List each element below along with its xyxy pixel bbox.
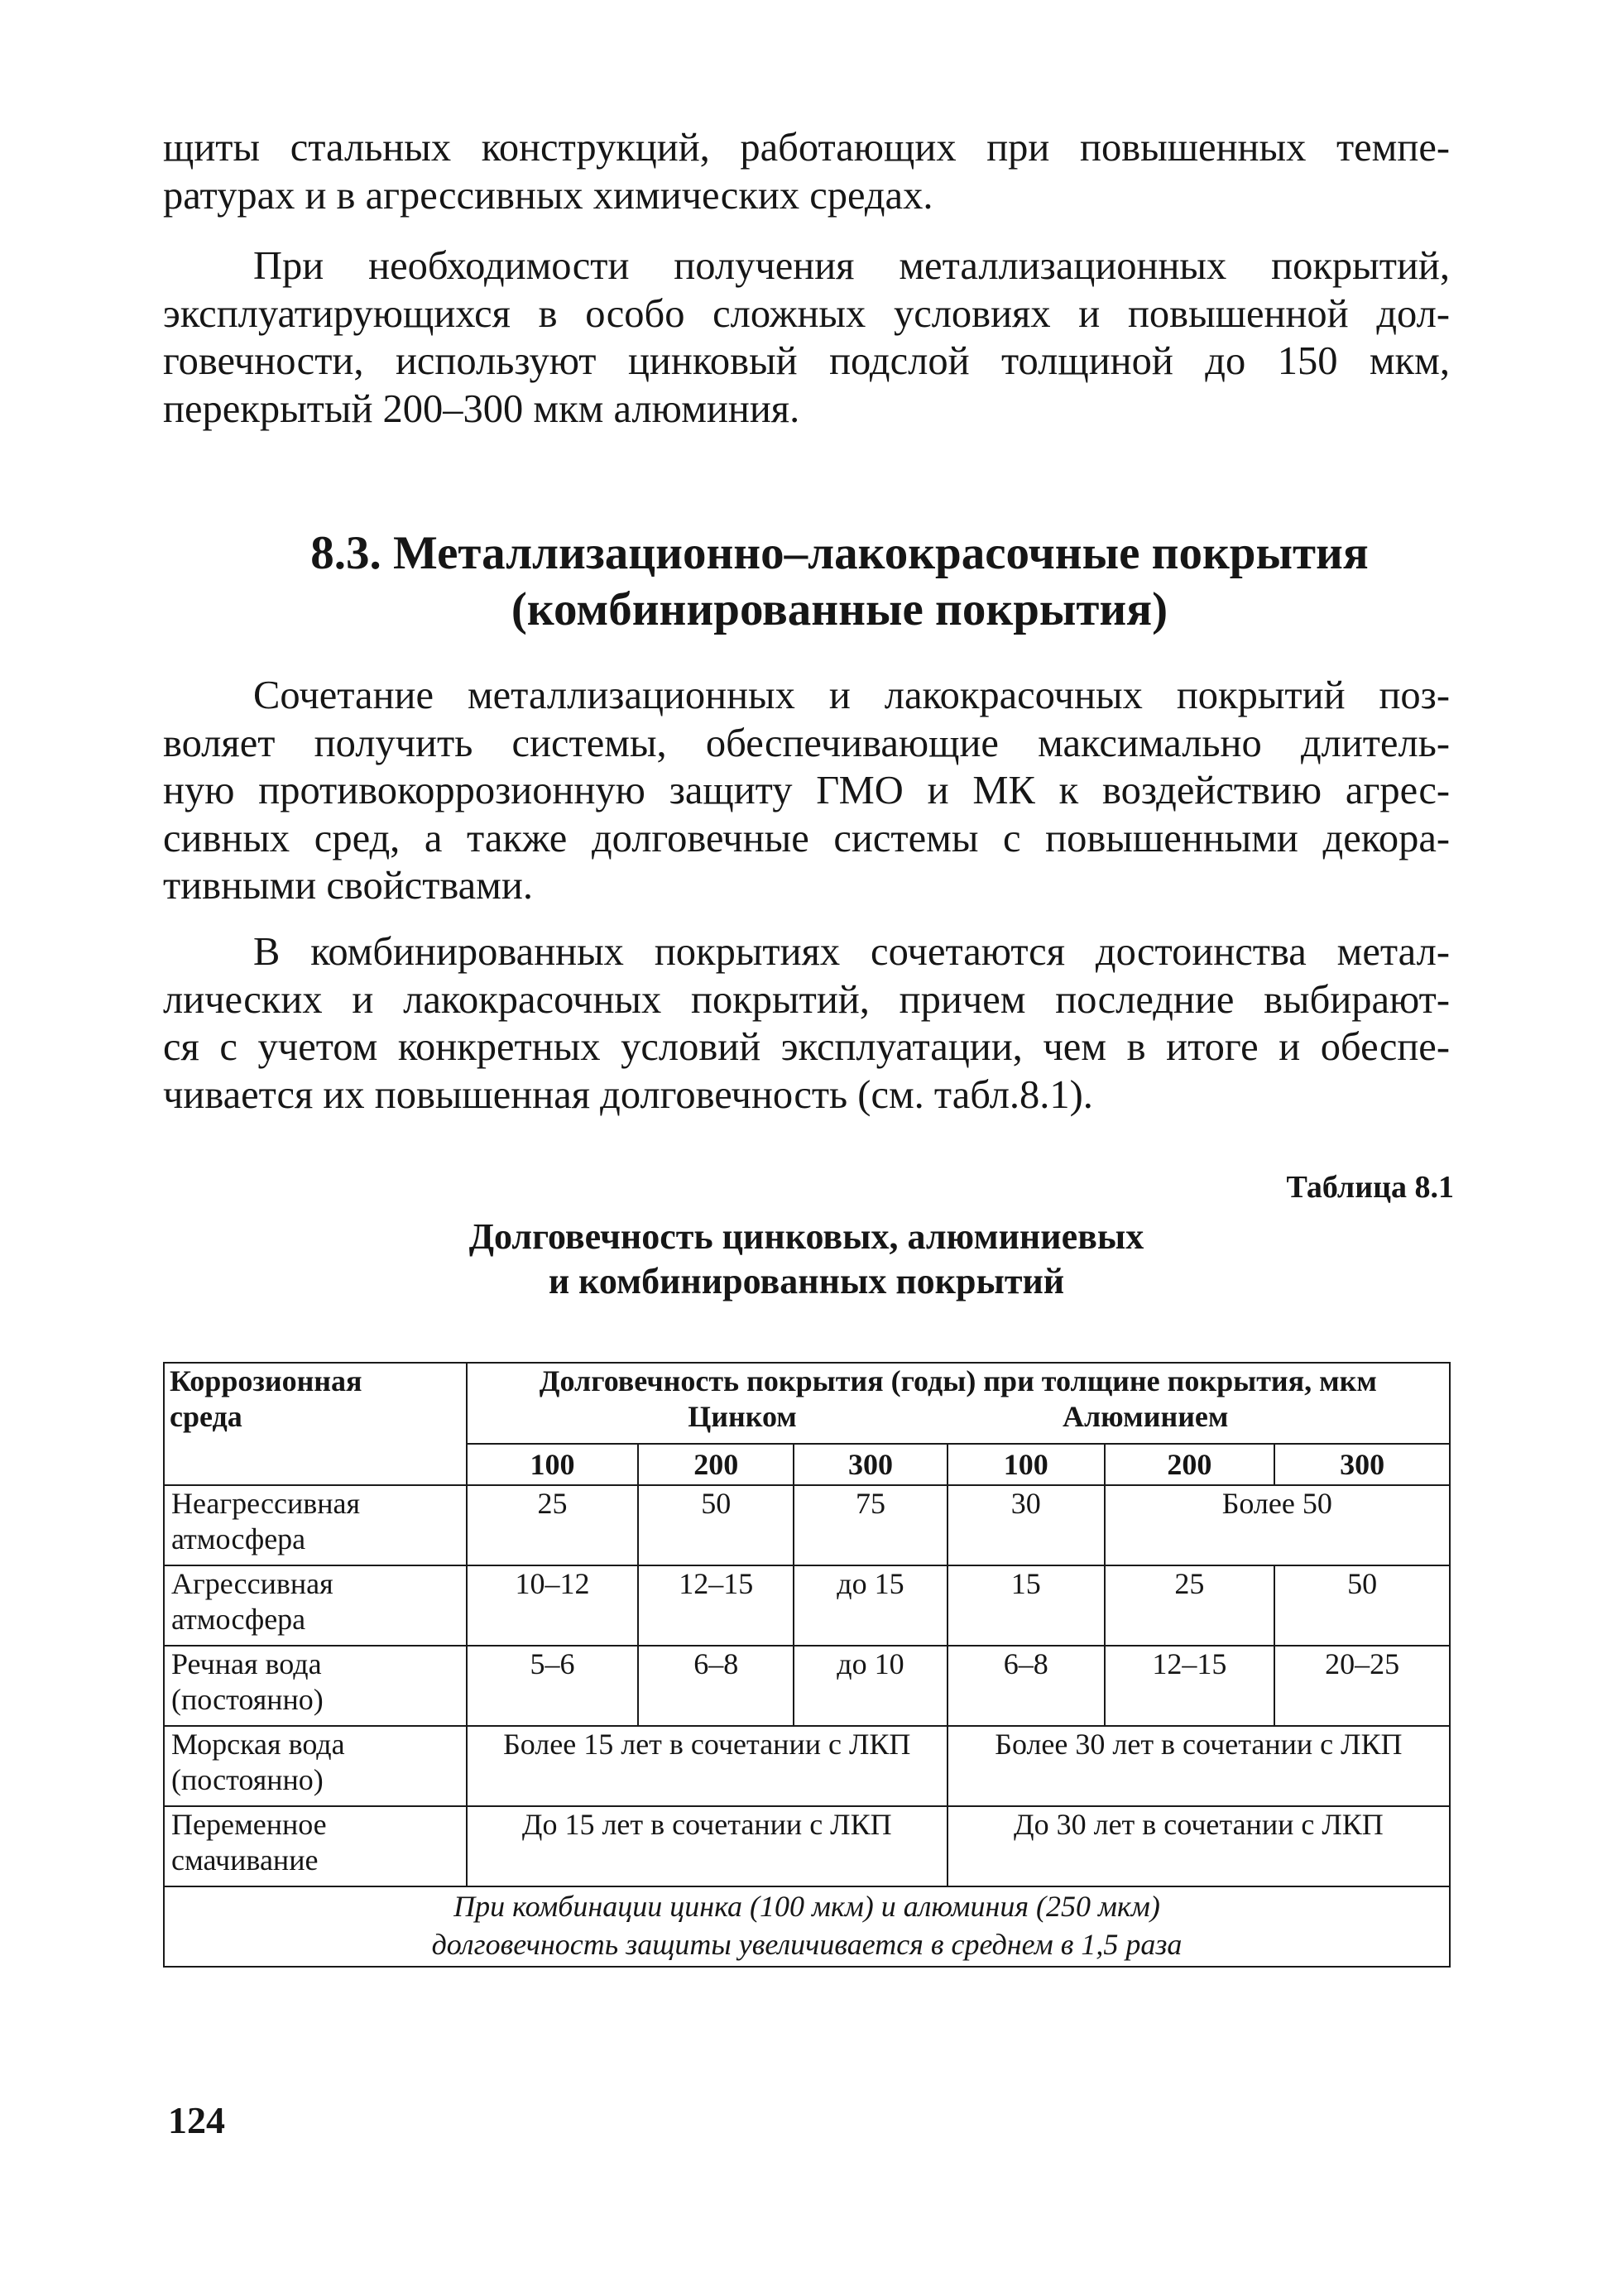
value-cell: 30	[948, 1485, 1105, 1565]
text-line: сивных сред, а также долговечные системы с повышенными декора-	[163, 816, 1450, 860]
text-line: При необходимости получения металлизационных покрытий,	[253, 244, 1450, 288]
table-title-line: и комбинированных покрытий	[548, 1261, 1065, 1301]
table-number: Таблица 8.1	[1286, 1170, 1454, 1205]
table-row	[164, 1726, 1450, 1806]
environment-cell	[164, 1565, 467, 1646]
value-cell: 6–8	[948, 1646, 1105, 1726]
table-row	[164, 1646, 1450, 1726]
table-header-row	[164, 1363, 1450, 1444]
thickness-cell: 300	[1274, 1444, 1450, 1485]
value-cell: 6–8	[638, 1646, 794, 1726]
header-metal-group	[473, 1399, 1444, 1435]
header-environment	[164, 1363, 467, 1485]
paragraph-combination	[163, 672, 1450, 910]
text-line: В комбинированных покрытиях сочетаются достоинства метал-	[253, 930, 1450, 974]
text-line: чивается их повышенная долговечность (см. табл.8.1).	[163, 1072, 1093, 1117]
value-cell: до 10	[794, 1646, 948, 1726]
environment-cell	[164, 1646, 467, 1726]
value-cell: 25	[1105, 1565, 1275, 1646]
header-environment-line: среда	[170, 1400, 242, 1433]
value-cell: 50	[638, 1485, 794, 1565]
text-line: говечности, используют цинковый подслой толщиной до 150 мкм,	[163, 339, 1450, 384]
text-line: ную противокоррозионную защиту ГМО и МК к воздействию агрес-	[163, 769, 1450, 813]
environment-line: Речная вода	[171, 1647, 322, 1680]
merged-value-cell: Более 50	[1105, 1485, 1450, 1565]
value-cell: 5–6	[467, 1646, 639, 1726]
table-note	[164, 1886, 1450, 1967]
table-title-line: Долговечность цинковых, алюминиевых	[468, 1216, 1144, 1257]
environment-cell	[164, 1485, 467, 1565]
table-row	[164, 1485, 1450, 1565]
text-line: воляет получить системы, обеспечивающие максимально длитель-	[163, 721, 1450, 765]
text-line: перекрытый 200–300 мкм алюминия.	[163, 386, 800, 431]
thickness-cell: 200	[638, 1444, 794, 1485]
text-line: эксплуатирующихся в особо сложных условиях и повышенной дол-	[163, 291, 1450, 336]
environment-cell	[164, 1726, 467, 1806]
merged-value-cell: До 30 лет в сочетании с ЛКП	[948, 1806, 1450, 1886]
text-line: тивными свойствами.	[163, 864, 533, 908]
environment-line: Переменное	[171, 1808, 327, 1841]
header-zinc: Цинком	[688, 1400, 797, 1433]
value-cell: 12–15	[638, 1565, 794, 1646]
table-row	[164, 1565, 1450, 1646]
text-line: Сочетание металлизационных и лакокрасочных покрытий поз-	[253, 673, 1450, 717]
environment-line: (постоянно)	[171, 1763, 324, 1796]
table-row	[164, 1806, 1450, 1886]
environment-line: Морская вода	[171, 1728, 345, 1761]
thickness-cell: 100	[948, 1444, 1105, 1485]
merged-value-cell: Более 30 лет в сочетании с ЛКП	[948, 1726, 1450, 1806]
thickness-cell: 200	[1105, 1444, 1275, 1485]
section-heading	[163, 525, 1450, 638]
table-note-line: При комбинации цинка (100 мкм) и алюминия (250 мкм)	[453, 1890, 1160, 1923]
header-environment-line: Коррозионная	[170, 1364, 362, 1397]
header-aluminum: Алюминием	[1062, 1400, 1229, 1433]
environment-cell	[164, 1806, 467, 1886]
environment-line: Агрессивная	[171, 1567, 333, 1600]
thickness-cell: 300	[794, 1444, 948, 1485]
thickness-cell: 100	[467, 1444, 639, 1485]
value-cell: 10–12	[467, 1565, 639, 1646]
value-cell: 75	[794, 1485, 948, 1565]
value-cell: 50	[1274, 1565, 1450, 1646]
environment-line: (постоянно)	[171, 1683, 324, 1716]
environment-line: атмосфера	[171, 1603, 306, 1636]
table-note-line: долговечность защиты увеличивается в среднем в 1,5 раза	[431, 1928, 1183, 1961]
value-cell: 12–15	[1105, 1646, 1275, 1726]
text-line: щиты стальных конструкций, работающих при повышенных темпе-	[163, 126, 1450, 170]
value-cell: 25	[467, 1485, 639, 1565]
paragraph-continued	[163, 124, 1450, 219]
environment-line: атмосфера	[171, 1522, 306, 1555]
text-line: лических и лакокрасочных покрытий, причем последние выбирают-	[163, 977, 1450, 1022]
page-number: 124	[168, 2099, 225, 2141]
paragraph-metallization	[163, 242, 1450, 433]
environment-line: смачивание	[171, 1843, 319, 1877]
section-heading-line: (комбинированные покрытия)	[511, 583, 1168, 635]
text-line: ся с учетом конкретных условий эксплуатации, чем в итоге и обеспе-	[163, 1025, 1450, 1070]
text-line: ратурах и в агрессивных химических средах.	[163, 173, 933, 218]
merged-value-cell: До 15 лет в сочетании с ЛКП	[467, 1806, 948, 1886]
paragraph-combined-coatings	[163, 928, 1450, 1119]
header-durability-label: Долговечность покрытия (годы) при толщине покрытия, мкм	[539, 1364, 1377, 1397]
section-heading-line: 8.3. Металлизационно–лакокрасочные покрытия	[310, 527, 1369, 579]
environment-line: Неагрессивная	[171, 1487, 361, 1520]
header-durability	[467, 1363, 1450, 1444]
value-cell: 15	[948, 1565, 1105, 1646]
table-title	[163, 1215, 1450, 1304]
value-cell: 20–25	[1274, 1646, 1450, 1726]
table-note-row	[164, 1886, 1450, 1967]
durability-table	[163, 1362, 1451, 1968]
merged-value-cell: Более 15 лет в сочетании с ЛКП	[467, 1726, 948, 1806]
value-cell: до 15	[794, 1565, 948, 1646]
